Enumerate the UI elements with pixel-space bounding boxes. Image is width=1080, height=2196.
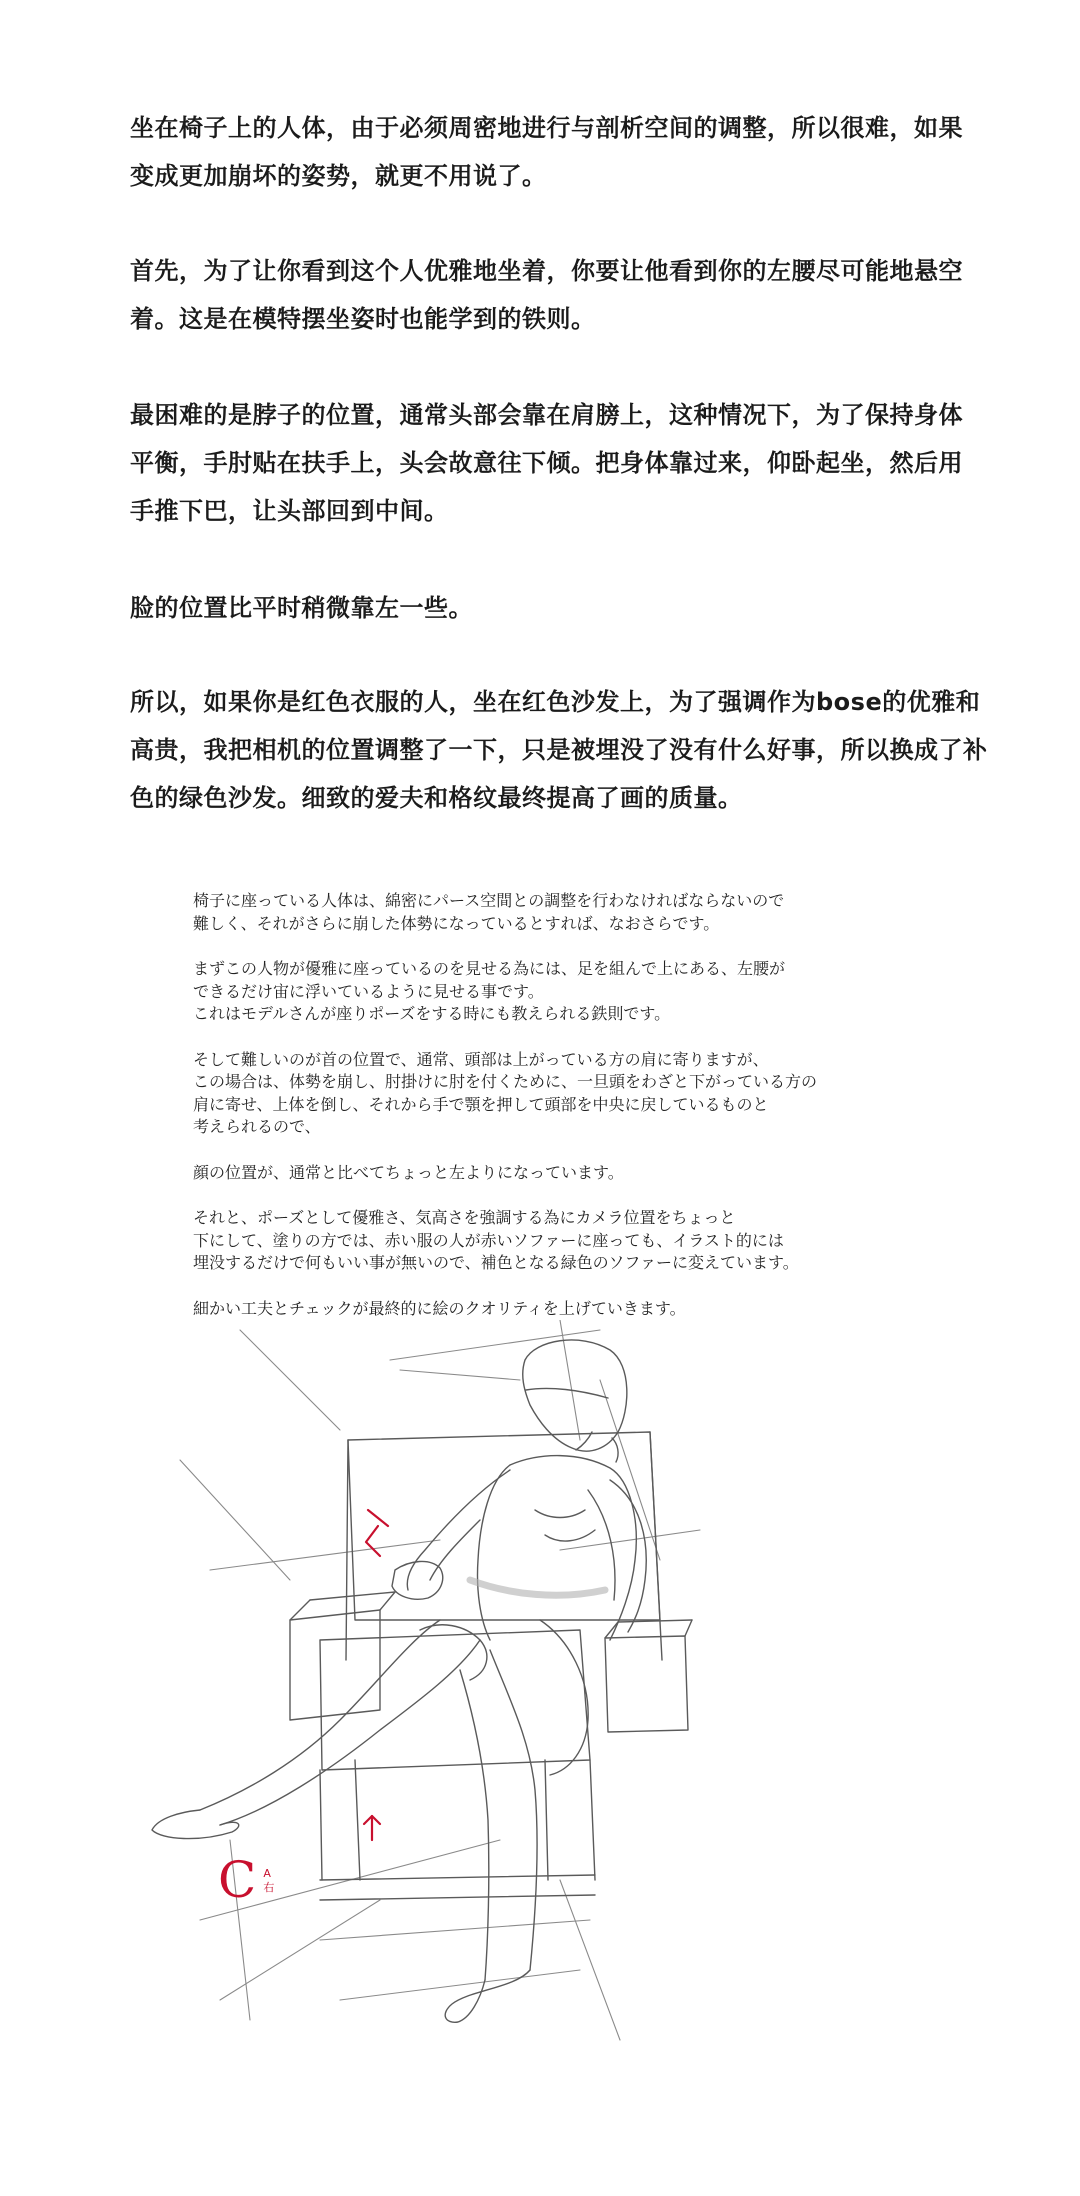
cn-p3-line-2: 平衡，手肘贴在扶手上，头会故意往下倾。把身体靠过来，仰卧起坐，然后用 [130,449,963,477]
right-armrest [605,1620,692,1732]
cn-p5-line-1: 所以，如果你是红色衣服的人，坐在红色沙发上，为了强调作为bose的优雅和 [130,688,981,716]
figure-head [523,1340,627,1462]
cn-p5-line-2: 高贵，我把相机的位置调整了一下，只是被埋没了没有什么好事，所以换成了补 [130,736,988,764]
seated-figure-sketch [140,1320,800,2080]
figure-torso [470,1456,636,1640]
cn-paragraph-2 [130,247,1010,343]
jp-p2-line-1: まずこの人物が優雅に座っているのを見せる為には、足を組んで上にある、左腰が [193,959,786,978]
cn-paragraph-4 [130,584,1010,632]
cn-p3-line-1: 最困难的是脖子的位置，通常头部会靠在肩膀上，这种情况下，为了保持身体 [130,401,963,429]
cn-p3-line-3: 手推下巴，让头部回到中间。 [130,497,449,525]
jp-p5-line-3: 埋没するだけで何もいい事が無いので、補色となる緑色のソファーに変えています。 [193,1253,799,1272]
brand-sub-top: A [263,1867,271,1880]
figure-right-arm [588,1480,646,1632]
jp-paragraph-4 [193,1162,953,1185]
brand-sub [263,1867,274,1895]
jp-p3-line-1: そして難しいのが首の位置で、通常、頭部は上がっている方の肩に寄りますが、 [193,1049,769,1069]
jp-paragraph-5 [193,1207,953,1275]
jp-p1-line-1: 椅子に座っている人体は、綿密にパース空間との調整を行わなければならないので [193,891,785,910]
cn-p4-line-1: 脸的位置比平时稍微靠左一些。 [130,594,473,622]
jp-p2-line-3: これはモデルさんが座りポーズをする時にも教えられる鉄則です。 [193,1004,671,1023]
cn-p1-line-2: 变成更加崩坏的姿势，就更不用说了。 [130,162,547,190]
chair-seat [320,1630,595,1900]
cn-paragraph-1 [130,104,1010,200]
jp-p4-line-1: 顔の位置が、通常と比べてちょっと左よりになっています。 [193,1162,624,1182]
cn-p5-line-3: 色的绿色沙发。细致的爱夫和格纹最终提高了画的质量。 [130,784,743,812]
perspective-guides [180,1320,700,2040]
annotation-marks [364,1510,388,1840]
jp-p5-line-1: それと、ポーズとして優雅さ、気高さを強調する為にカメラ位置をちょっと [193,1208,736,1227]
jp-p3-line-3: 肩に寄せ、上体を倒し、それから手で顎を押して頭部を中央に戻しているものと [193,1094,769,1114]
jp-paragraph-2 [193,958,953,1026]
jp-paragraph-1 [193,890,953,935]
figure-crossed-leg [152,1620,487,1839]
brand-letter: C [218,1851,257,1909]
jp-paragraph-6 [193,1298,953,1321]
brand-sub-bottom: 右 [263,1881,275,1894]
figure-lower-leg [445,1650,537,2022]
jp-paragraph-3 [193,1049,953,1139]
jp-p6-line-1: 細かい工夫とチェックが最終的に絵のクオリティを上げていきます。 [193,1298,686,1318]
jp-p5-line-2: 下にして、塗りの方では、赤い服の人が赤いソファーに座っても、イラスト的には [193,1230,784,1250]
jp-p3-line-4: 考えられるので、 [193,1117,321,1136]
cn-paragraph-3 [130,391,1010,535]
red-up-arrow-icon [364,1816,380,1840]
japanese-text-block [193,890,953,1320]
left-armrest [290,1592,395,1720]
brand-logo [218,1851,275,1909]
cn-p1-line-1: 坐在椅子上的人体，由于必须周密地进行与剖析空间的调整，所以很难，如果 [130,114,963,142]
jp-p1-line-2: 難しく、それがさらに崩した体勢になっているとすれば、なおさらです。 [193,913,720,933]
cn-paragraph-5 [130,678,1010,822]
cn-p2-line-2: 着。这是在模特摆坐姿时也能学到的铁则。 [130,305,596,333]
cn-p2-line-1: 首先，为了让你看到这个人优雅地坐着，你要让他看到你的左腰尽可能地悬空 [130,257,963,285]
jp-p3-line-2: この場合は、体勢を崩し、肘掛けに肘を付くために、一旦頭をわざと下がっている方の [193,1072,818,1091]
jp-p2-line-2: できるだけ宙に浮いているように見せる事です。 [193,981,544,1001]
